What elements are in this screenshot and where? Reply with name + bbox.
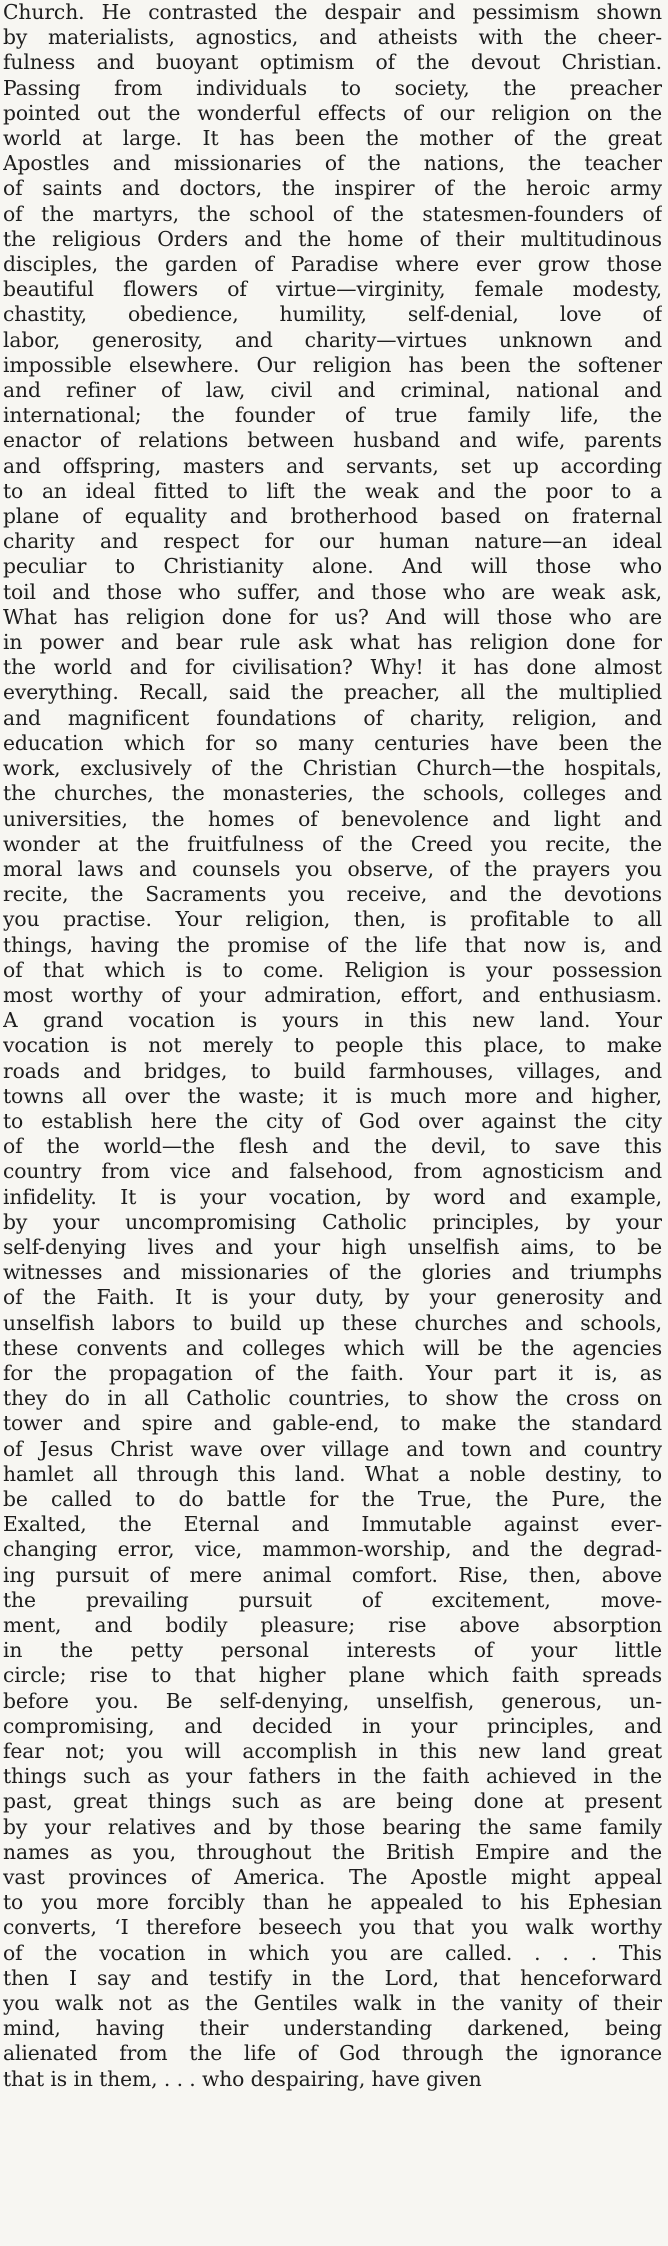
article-line: disciples, the garden of Paradise where ever grow those <box>3 252 662 277</box>
article-line: recite, the Sacraments you receive, and the devotions <box>3 882 662 907</box>
article-line: and offspring, masters and servants, set up according <box>3 453 662 478</box>
article-line: then I say and testify in the Lord, that henceforward <box>3 1965 662 1990</box>
article-line: things such as your fathers in the faith achieved in the <box>3 1764 662 1789</box>
article-line: and magnificent foundations of charity, religion, and <box>3 705 662 730</box>
article-line: international; the founder of true family life, the <box>3 403 662 428</box>
article-line: past, great things such as are being done at present <box>3 1789 662 1814</box>
article-line: of saints and doctors, the inspirer of the heroic army <box>3 176 662 201</box>
article-line: most worthy of your admiration, effort, and enthusiasm. <box>3 982 662 1007</box>
article-line: roads and bridges, to build farmhouses, villages, and <box>3 1058 662 1083</box>
article-line: Church. He contrasted the despair and pessimism shown <box>3 0 662 24</box>
article-line: of Jesus Christ wave over village and town and country <box>3 1436 662 1461</box>
article-line: ment, and bodily pleasure; rise above absorption <box>3 1613 662 1637</box>
article-line: by your relatives and by those bearing the same family <box>3 1814 662 1839</box>
article-line: world at large. It has been the mother of the great <box>3 126 662 151</box>
article-line: before you. Be self-denying, unselfish, generous, un- <box>3 1688 662 1713</box>
article-line: you practise. Your religion, then, is profitable to all <box>3 907 662 932</box>
article-line: fulness and buoyant optimism of the devout Christian. <box>3 50 662 75</box>
article-line: plane of equality and brotherhood based on fraternal <box>3 504 662 529</box>
article-line: mind, having their understanding darkened, being <box>3 2016 662 2041</box>
article-line: of the martyrs, the school of the statesmen-founders of <box>3 201 662 226</box>
article-line: pointed out the wonderful effects of our religion on the <box>3 100 662 125</box>
article-line: for the propagation of the faith. Your part it is, as <box>3 1360 662 1385</box>
article-line: Exalted, the Eternal and Immutable against ever- <box>3 1512 662 1537</box>
article-line: that is in them, . . . who despairing, have given <box>3 2066 482 2091</box>
article-line: things, having the promise of the life that now is, and <box>3 932 662 957</box>
article-line: you walk not as the Gentiles walk in the vanity of their <box>3 1991 662 2016</box>
article-line: towns all over the waste; it is much more and higher, <box>3 1083 662 1108</box>
article-line: unselfish labors to build up these churches and schools, <box>3 1310 662 1335</box>
article-line: self-denying lives and your high unselfish aims, to be <box>3 1234 662 1259</box>
article-line: moral laws and counsels you observe, of the prayers you <box>3 856 662 881</box>
article-line: converts, ‘I therefore beseech you that you walk worthy <box>3 1915 662 1940</box>
article-line: they do in all Catholic countries, to show the cross on <box>3 1386 662 1411</box>
article-line: to you more forcibly than he appealed to his Ephesian <box>3 1890 662 1915</box>
article-line: hamlet all through this land. What a noble destiny, to <box>3 1461 662 1486</box>
article-text-column <box>3 0 662 2092</box>
article-line: to an ideal fitted to lift the weak and the poor to a <box>3 478 662 503</box>
article-line: Apostles and missionaries of the nations, the teacher <box>3 151 662 176</box>
article-line: charity and respect for our human nature—an ideal <box>3 529 662 554</box>
article-line: impossible elsewhere. Our religion has been the softener <box>3 352 662 377</box>
article-line: names as you, throughout the British Empire and the <box>3 1839 662 1864</box>
article-line: tower and spire and gable-end, to make the standard <box>3 1411 662 1436</box>
article-line: fear not; you will accomplish in this new land great <box>3 1739 662 1764</box>
article-line: to establish here the city of God over against the city <box>3 1108 662 1133</box>
article-line: ing pursuit of mere animal comfort. Rise, then, above <box>3 1562 662 1587</box>
article-line: universities, the homes of benevolence and light and <box>3 806 662 831</box>
article-line: these convents and colleges which will be the agencies <box>3 1335 662 1360</box>
article-line: enactor of relations between husband and wife, parents <box>3 428 662 453</box>
article-line: the prevailing pursuit of excitement, move- <box>3 1587 662 1612</box>
article-line: vocation is not merely to people this place, to make <box>3 1033 662 1058</box>
article-line: witnesses and missionaries of the glories and triumphs <box>3 1260 662 1285</box>
article-line: of the Faith. It is your duty, by your generosity and <box>3 1285 662 1310</box>
article-line: A grand vocation is yours in this new land. Your <box>3 1008 662 1033</box>
article-line: the religious Orders and the home of their multitudinous <box>3 226 662 251</box>
article-line: in power and bear rule ask what has religion done for <box>3 630 662 655</box>
article-line: in the petty personal interests of your little <box>3 1638 662 1663</box>
article-line: be called to do battle for the True, the Pure, the <box>3 1486 662 1511</box>
article-line: changing error, vice, mammon-worship, and the degrad- <box>3 1537 662 1562</box>
article-line: work, exclusively of the Christian Church—the hospitals, <box>3 756 662 781</box>
article-line: country from vice and falsehood, from agnosticism and <box>3 1159 662 1184</box>
article-line: toil and those who suffer, and those who are weak ask, <box>3 579 662 604</box>
article-line: infidelity. It is your vocation, by word and example, <box>3 1184 662 1209</box>
article-line: wonder at the fruitfulness of the Creed you recite, the <box>3 831 662 856</box>
article-line: of the vocation in which you are called. . . . This <box>3 1940 662 1965</box>
article-line: compromising, and decided in your principles, and <box>3 1713 662 1738</box>
article-line: beautiful flowers of virtue—virginity, female modesty, <box>3 277 662 302</box>
article-line: of that which is to come. Religion is your possession <box>3 957 662 982</box>
article-line: by materialists, agnostics, and atheists with the cheer- <box>3 25 662 50</box>
article-line: peculiar to Christianity alone. And will those who <box>3 554 662 579</box>
article-line: What has religion done for us? And will those who are <box>3 604 662 629</box>
article-line: everything. Recall, said the preacher, all the multiplied <box>3 680 662 705</box>
article-line: education which for so many centuries have been the <box>3 730 662 755</box>
article-line: the world and for civilisation? Why! it has done almost <box>3 655 662 680</box>
article-line: chastity, obedience, humility, self-denial, love of <box>3 302 662 327</box>
article-line: alienated from the life of God through the ignorance <box>3 2041 662 2066</box>
article-line: vast provinces of America. The Apostle might appeal <box>3 1865 662 1890</box>
article-line: labor, generosity, and charity—virtues unknown and <box>3 327 662 352</box>
article-line: by your uncompromising Catholic principles, by your <box>3 1209 662 1234</box>
article-line: and refiner of law, civil and criminal, national and <box>3 378 662 403</box>
article-line: circle; rise to that higher plane which faith spreads <box>3 1663 662 1688</box>
article-line: Passing from individuals to society, the preacher <box>3 75 662 100</box>
article-line: of the world—the flesh and the devil, to save this <box>3 1134 662 1159</box>
article-line: the churches, the monasteries, the schools, colleges and <box>3 781 662 806</box>
